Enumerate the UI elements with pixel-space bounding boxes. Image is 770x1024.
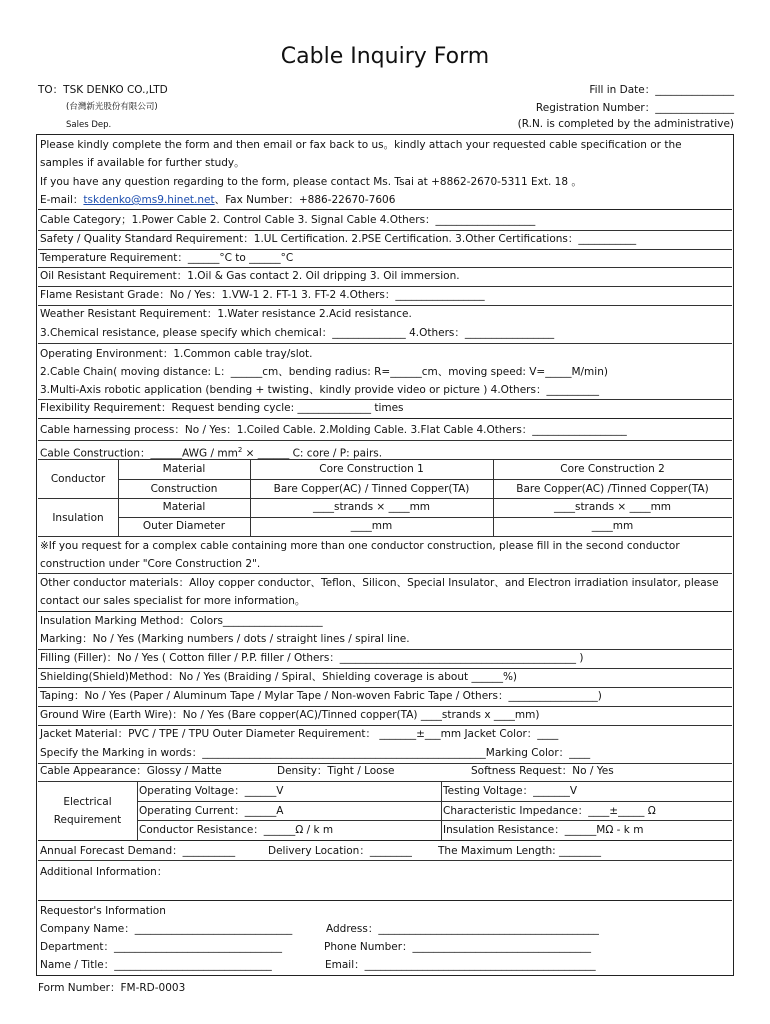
requestor-row-2 <box>38 938 732 956</box>
cable-category: Cable Category；1.Power Cable 2. Control Cable 3. Signal Cable 4.Others：___________________ <box>40 214 536 226</box>
core-1-copper: Bare Copper(AC) / Tinned Copper(TA) <box>273 483 470 495</box>
requestor-heading: Requestor's Information <box>40 905 166 917</box>
divider <box>38 860 732 861</box>
jacket-material: Jacket Material：PVC / TPE / TPU Outer Diameter Requirement： _______±___mm Jacket Color：____ <box>40 728 559 740</box>
cable-harnessing: Cable harnessing process：No / Yes：1.Coiled Cable. 2.Molding Cable. 3.Flat Cable 4.Others：__________________ <box>40 424 627 436</box>
additional-information: Additional Information： <box>40 866 168 878</box>
core-construction-2: Core Construction 2 <box>560 463 665 475</box>
taping: Taping：No / Yes (Paper / Aluminum Tape / Mylar Tape / Non-woven Fabric Tape / Others：_________________) <box>40 690 602 702</box>
softness-request: Softness Request：No / Yes <box>471 765 614 777</box>
marking: Marking：No / Yes (Marking numbers / dots / straight lines / spiral line. <box>40 633 410 645</box>
conductor-label: Conductor <box>50 473 106 485</box>
divider <box>38 840 732 841</box>
intro-line-2: samples if available for further study。 <box>40 157 245 169</box>
recipient-department: Sales Dep. <box>66 120 112 130</box>
weather-resistant: Weather Resistant Requirement：1.Water resistance 2.Acid resistance. <box>40 308 412 320</box>
annual-forecast: Annual Forecast Demand：__________ <box>40 845 236 857</box>
registration-number: Registration Number：_______________ <box>535 102 734 114</box>
insulation-marking: Insulation Marking Method：Colors___________________ <box>40 615 323 627</box>
core-1-strands: ____strands × ____mm <box>312 501 431 513</box>
recipient-chinese-name: (台灣新光股份有限公司) <box>66 102 158 112</box>
intro-line-3: If you have any question regarding to the form, please contact Ms. Tsai at +8862-2670-5311 Ext. 18 。 <box>40 176 582 188</box>
core-2-diameter: ____mm <box>591 520 634 532</box>
name-title: Name / Title：______________________________ <box>40 959 272 971</box>
density: Density：Tight / Loose <box>277 765 395 777</box>
fill-in-date: Fill in Date：_______________ <box>589 84 734 96</box>
multi-axis-robotic: 3.Multi-Axis robotic application (bending + twisting、kindly provide video or picture ) 4.Others：__________ <box>40 384 599 396</box>
requestor-row-3 <box>38 956 732 974</box>
recipient: TO：TSK DENKO CO.,LTD <box>38 84 168 96</box>
phone-number: Phone Number：__________________________________ <box>324 941 592 953</box>
annual-row <box>38 842 732 860</box>
registration-note: (R.N. is completed by the administrative) <box>517 118 734 130</box>
core-1-diameter: ____mm <box>350 520 393 532</box>
cable-construction-cores: × ______ C: core / P: pairs. <box>242 447 383 460</box>
requirement-label: Requirement <box>53 814 122 826</box>
conductor-material: Material <box>162 463 206 475</box>
cable-appearance-row <box>38 762 732 780</box>
cable-chain: 2.Cable Chain( moving distance: L：______cm、bending radius: R=______cm、moving speed: V=_____M/min) <box>40 366 608 378</box>
address: Address：__________________________________________ <box>326 923 599 935</box>
form-title: Cable Inquiry Form <box>280 44 490 69</box>
table-divider <box>441 781 442 840</box>
insulation-material: Material <box>162 501 206 513</box>
other-materials-1: Other conductor materials：Alloy copper conductor、Teflon、Silicon、Special Insulator、and Electron irradiation insulator, please <box>40 577 719 589</box>
insulation-resistance: Insulation Resistance：______MΩ - k m <box>443 824 644 836</box>
requestor-row-1 <box>38 920 732 938</box>
divider <box>38 343 732 344</box>
intro-line-1: Please kindly complete the form and then email or fax back to us。kindly attach your requested cable specification or the <box>40 139 682 151</box>
email-link[interactable]: tskdenko@ms9.hinet.net <box>83 194 215 206</box>
fax-number: 、Fax Number：+886-22670-7606 <box>214 194 396 206</box>
other-materials-2: contact our sales specialist for more information。 <box>40 595 306 607</box>
email-label: E-mail： <box>40 194 84 206</box>
flexibility-requirement: Flexibility Requirement：Request bending cycle: ______________ times <box>40 402 404 414</box>
email-field: Email：____________________________________________ <box>325 959 596 971</box>
insulation-outer-diameter: Outer Diameter <box>142 520 226 532</box>
ground-wire: Ground Wire (Earth Wire)：No / Yes (Bare copper(AC)/Tinned copper(TA) ____strands x ____mm) <box>40 709 540 721</box>
department: Department：________________________________ <box>40 941 283 953</box>
divider <box>38 209 732 210</box>
company-name: Company Name：______________________________ <box>40 923 293 935</box>
shielding: Shielding(Shield)Method：No / Yes (Braiding / Spiral、Shielding coverage is about ______%) <box>40 671 518 683</box>
core-construction-1: Core Construction 1 <box>319 463 424 475</box>
safety-requirement: Safety / Quality Standard Requirement：1.UL Certification. 2.PSE Certification. 3.Other Certifications：___________ <box>40 233 637 245</box>
form-number: Form Number：FM-RD-0003 <box>38 982 186 994</box>
contact-line <box>38 191 732 209</box>
testing-voltage: Testing Voltage：_______V <box>443 785 578 797</box>
filling: Filling (Filler)：No / Yes ( Cotton filler / P.P. filler / Others：_____________________________________________ ) <box>40 652 584 664</box>
table-divider <box>137 781 138 840</box>
characteristic-impedance: Characteristic Impedance：____±_____ Ω <box>443 805 656 817</box>
temperature-requirement: Temperature Requirement：______°C to ______°C <box>40 252 294 264</box>
marking-words: Specify the Marking in words：______________________________________________________Marking Color：____ <box>40 747 591 759</box>
superscript: 2 <box>237 446 243 454</box>
chemical-resistance: 3.Chemical resistance, please specify which chemical：______________ 4.Others：_________________ <box>40 327 555 339</box>
electrical-label: Electrical <box>63 796 112 808</box>
operating-current: Operating Current：______A <box>139 805 284 817</box>
divider <box>38 418 732 419</box>
operating-voltage: Operating Voltage：______V <box>139 785 284 797</box>
divider <box>38 900 732 901</box>
cable-construction-awg: Cable Construction：______AWG / mm <box>40 447 238 460</box>
conductor-resistance: Conductor Resistance：______Ω / k m <box>139 824 334 836</box>
delivery-location: Delivery Location：________ <box>268 845 412 857</box>
core-2-copper: Bare Copper(AC) /Tinned Copper(TA) <box>516 483 709 495</box>
complex-cable-note-1: ※If you request for a complex cable containing more than one conductor construction, please fill in the second conductor <box>40 540 680 552</box>
maximum-length: The Maximum Length: ________ <box>438 845 602 857</box>
insulation-label: Insulation <box>52 512 104 524</box>
conductor-construction: Construction <box>150 483 218 495</box>
oil-resistant: Oil Resistant Requirement：1.Oil & Gas contact 2. Oil dripping 3. Oil immersion. <box>40 270 460 282</box>
core-2-strands: ____strands × ____mm <box>553 501 672 513</box>
complex-cable-note-2: construction under "Core Construction 2". <box>40 558 261 570</box>
cable-appearance: Cable Appearance：Glossy / Matte <box>40 765 222 777</box>
operating-environment: Operating Environment：1.Common cable tray/slot. <box>40 348 313 360</box>
flame-resistant: Flame Resistant Grade：No / Yes：1.VW-1 2. FT-1 3. FT-2 4.Others：_________________ <box>40 289 485 301</box>
